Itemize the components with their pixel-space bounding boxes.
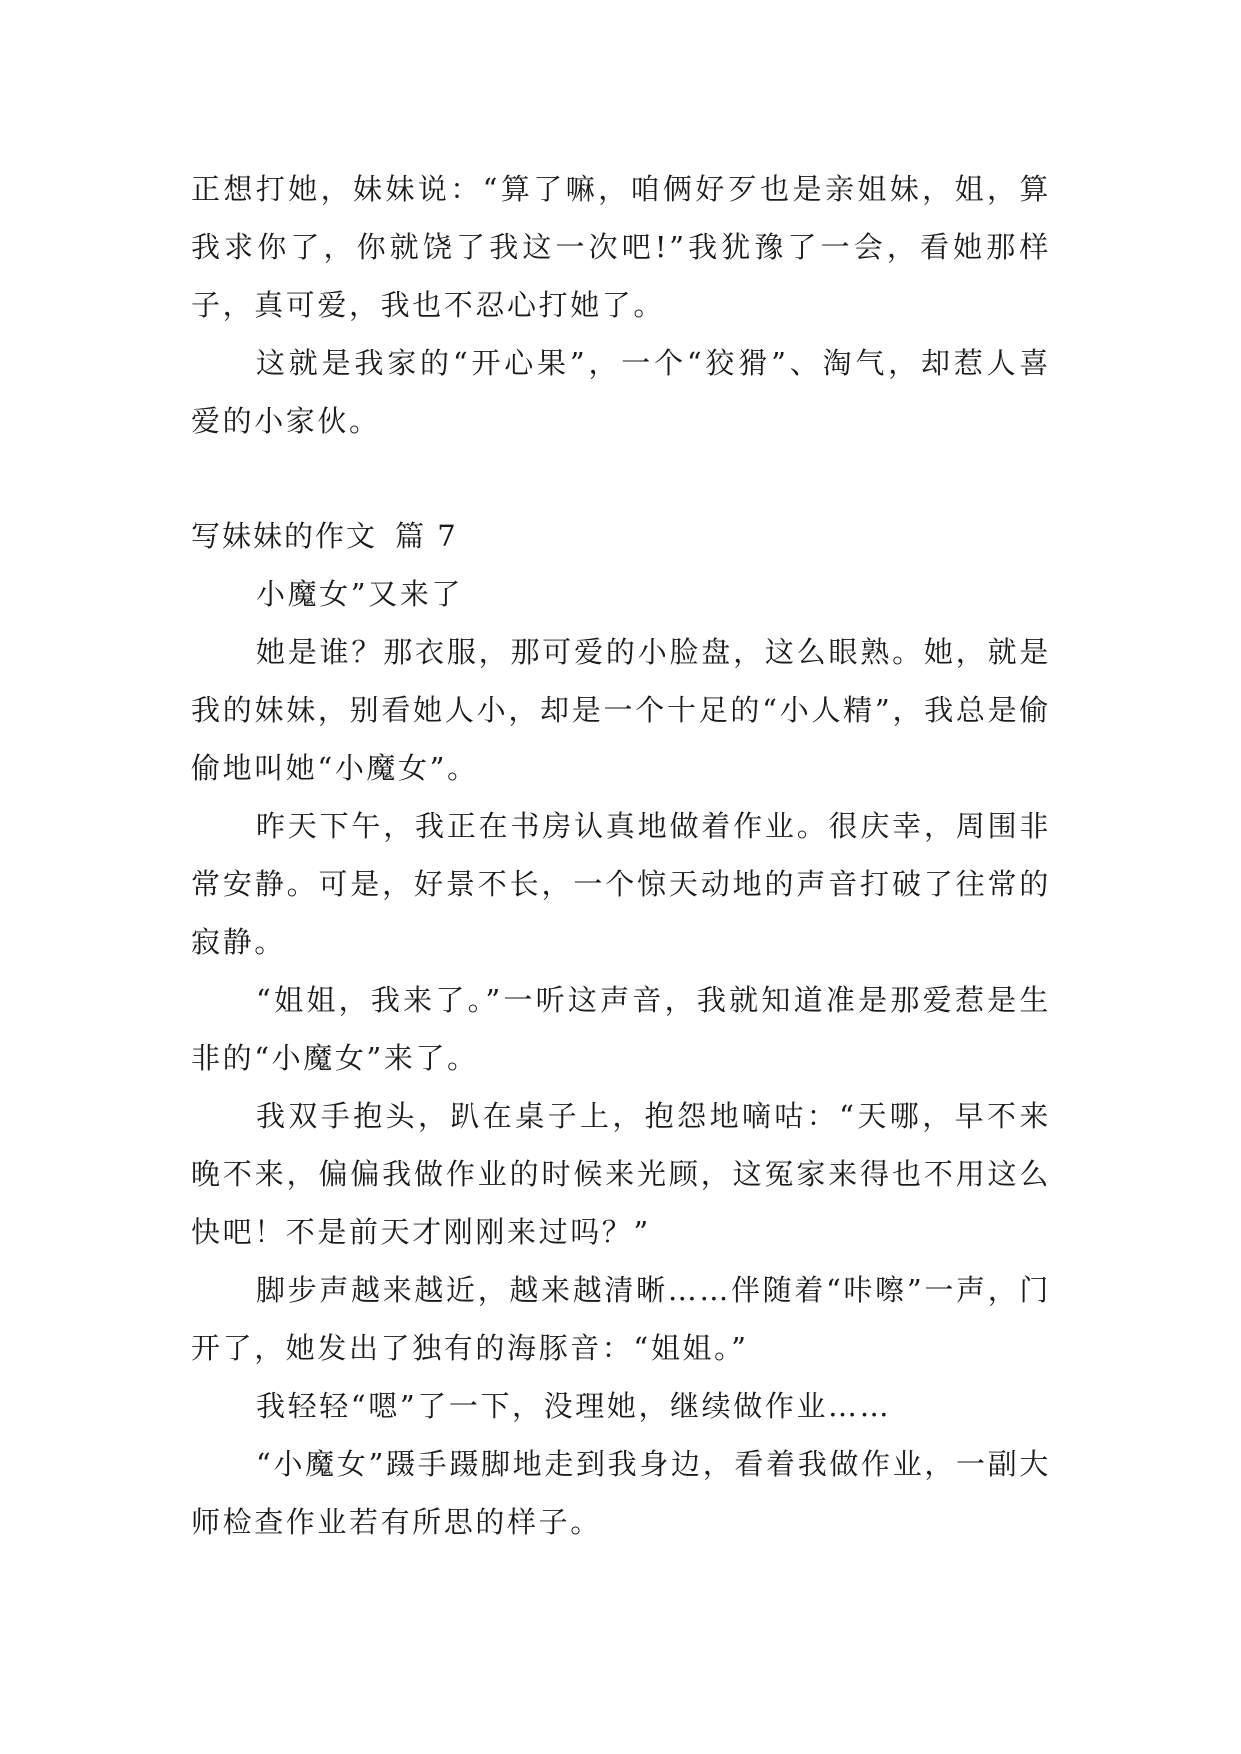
- paragraph: “小魔女”蹑手蹑脚地走到我身边，看着我做作业，一副大师检查作业若有所思的样子。: [191, 1447, 1051, 1539]
- paragraph: 她是谁？那衣服，那可爱的小脸盘，这么眼熟。她，就是我的妹妹，别看她人小，却是一个十足的“小人精”，我总是偷偷地叫她“小魔女”。: [191, 635, 1051, 785]
- essay-number: 篇 7: [395, 519, 458, 553]
- essay-subtitle: 小魔女”又来了: [256, 577, 464, 611]
- essay-7: [191, 507, 1051, 1551]
- essay-heading: [191, 507, 1051, 565]
- paragraph: 我轻轻“嗯”了一下，没理她，继续做作业……: [256, 1389, 892, 1423]
- essay-title: 写妹妹的作文: [191, 519, 378, 553]
- previous-essay-ending: [191, 160, 1051, 450]
- paragraph: 正想打她，妹妹说：“算了嘛，咱俩好歹也是亲姐妹，姐，算我求你了，你就饶了我这一次吧!”我犹豫了一会，看她那样子，真可爱，我也不忍心打她了。: [191, 172, 1051, 322]
- paragraph: 这就是我家的“开心果”，一个“狡猾”、淘气，却惹人喜爱的小家伙。: [191, 346, 1051, 438]
- paragraph: 脚步声越来越近，越来越清晰……伴随着“咔嚓”一声，门开了，她发出了独有的海豚音：“姐姐。”: [191, 1273, 1051, 1365]
- paragraph: “姐姐，我来了。”一听这声音，我就知道准是那爱惹是生非的“小魔女”来了。: [191, 983, 1051, 1075]
- paragraph: 昨天下午，我正在书房认真地做着作业。很庆幸，周围非常安静。可是，好景不长，一个惊天动地的声音打破了往常的寂静。: [191, 809, 1051, 959]
- paragraph: 我双手抱头，趴在桌子上，抱怨地嘀咕：“天哪，早不来晚不来，偏偏我做作业的时候来光顾，这冤家来得也不用这么快吧！不是前天才刚刚来过吗？”: [191, 1099, 1051, 1249]
